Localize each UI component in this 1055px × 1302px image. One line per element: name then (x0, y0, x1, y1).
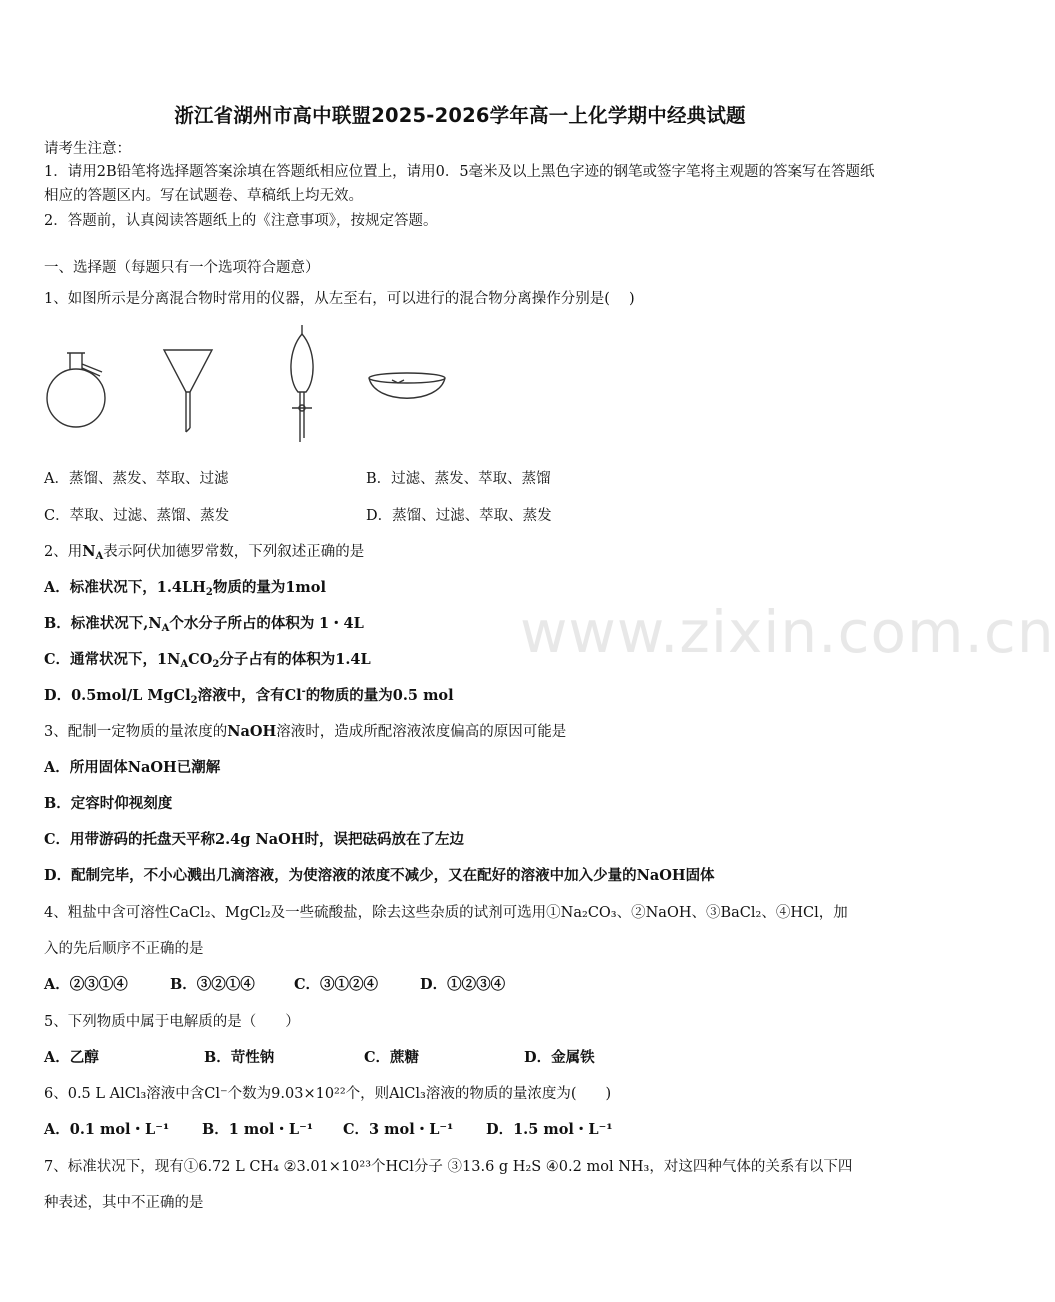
q5-option-b: B．苛性钠 (204, 1049, 275, 1066)
question-1-stem: 1、如图所示是分离混合物时常用的仪器，从左至右，可以进行的混合物分离操作分别是( ) (44, 291, 635, 307)
q6-option-d: D．1.5 mol・L⁻¹ (486, 1121, 613, 1138)
question-7-stem-line1: 7、标准状况下，现有①6.72 L CH₄ ②3.01×10²³个HCl分子 ③13.6 g H₂S ④0.2 mol NH₃，对这四种气体的关系有以下四 (44, 1159, 853, 1175)
q2-option-c: C．通常状况下，$1N_ACO_2$分子占有的体积为1.4L (44, 651, 371, 670)
distilling-flask-icon (47, 353, 105, 427)
separatory-funnel-icon (291, 325, 313, 442)
q4-option-d: D．①②③④ (420, 976, 506, 993)
watermark: www.zixin.com.cn (520, 598, 1055, 666)
q4-option-b: B．③②①④ (170, 976, 255, 993)
q3-option-b: B．定容时仰视刻度 (44, 795, 173, 812)
q4-option-a: A．②③①④ (44, 976, 128, 993)
section-heading: 一、选择题（每题只有一个选项符合题意） (44, 260, 320, 276)
q6-option-c: C．3 mol・L⁻¹ (343, 1121, 454, 1138)
q6-option-b: B．1 mol・L⁻¹ (202, 1121, 314, 1138)
q5-option-d: D．金属铁 (524, 1049, 595, 1066)
funnel-icon (164, 350, 212, 432)
question-7-stem-line2: 种表述，其中不正确的是 (44, 1195, 204, 1211)
q3-option-a: A．所用固体NaOH已潮解 (44, 759, 221, 776)
notice-heading: 请考生注意： (44, 141, 131, 157)
question-5-stem: 5、下列物质中属于电解质的是（ ） (44, 1014, 300, 1030)
question-3-stem: 3、配制一定物质的量浓度的NaOH溶液时，造成所配溶液浓度偏高的原因可能是 (44, 723, 567, 740)
q2-option-d: D．0.5mol/L MgCl$_2$溶液中，含有Cl-的物质的量为0.5 mol (44, 686, 454, 706)
question-4-stem-line1: 4、粗盐中含可溶性CaCl₂、MgCl₂及一些硫酸盐，除去这些杂质的试剂可选用①Na₂CO₃、②NaOH、③BaCl₂、④HCl，加 (44, 905, 848, 921)
evaporating-dish-icon (369, 373, 445, 398)
q1-option-d: D．蒸馏、过滤、萃取、蒸发 (366, 508, 552, 524)
q3-option-d: D．配制完毕，不小心溅出几滴溶液，为使溶液的浓度不减少，又在配好的溶液中加入少量的NaOH固体 (44, 867, 715, 884)
notice-item-1: 1．请用2B铅笔将选择题答案涂填在答题纸相应位置上，请用0．5毫米及以上黑色字迹的钢笔或签字笔将主观题的答案写在答题纸相应的答题区内。写在试题卷、草稿纸上均无效。 (44, 164, 875, 204)
q6-option-a: A．0.1 mol・L⁻¹ (44, 1121, 170, 1138)
lab-apparatus-figure (40, 320, 460, 450)
question-2-stem: 2、用$N_A$表示阿伏加德罗常数，下列叙述正确的是 (44, 543, 365, 562)
notice-item-2: 2．答题前，认真阅读答题纸上的《注意事项》，按规定答题。 (44, 213, 438, 229)
q3-option-c: C．用带游码的托盘天平称2.4g NaOH时，误把砝码放在了左边 (44, 831, 464, 848)
q1-option-c: C．萃取、过滤、蒸馏、蒸发 (44, 508, 230, 524)
question-6-stem: 6、0.5 L AlCl₃溶液中含Cl⁻个数为9.03×10²²个，则AlCl₃溶液的物质的量浓度为( ) (44, 1086, 612, 1102)
page-title: 浙江省湖州市高中联盟2025-2026学年高一上化学期中经典试题 (174, 104, 746, 127)
q1-option-b: B．过滤、蒸发、萃取、蒸馏 (366, 471, 551, 487)
q2-option-b: B．标准状况下$,N_A$个水分子所占的体积为 1・4L (44, 615, 364, 634)
q2-option-a: A．标准状况下，$1.4LH_2$物质的量为1mol (44, 579, 326, 598)
q5-option-a: A．乙醇 (44, 1049, 99, 1066)
question-4-stem-line2: 入的先后顺序不正确的是 (44, 941, 204, 957)
q4-option-c: C．③①②④ (294, 976, 379, 993)
q1-option-a: A．蒸馏、蒸发、萃取、过滤 (44, 471, 229, 487)
q5-option-c: C．蔗糖 (364, 1049, 420, 1066)
